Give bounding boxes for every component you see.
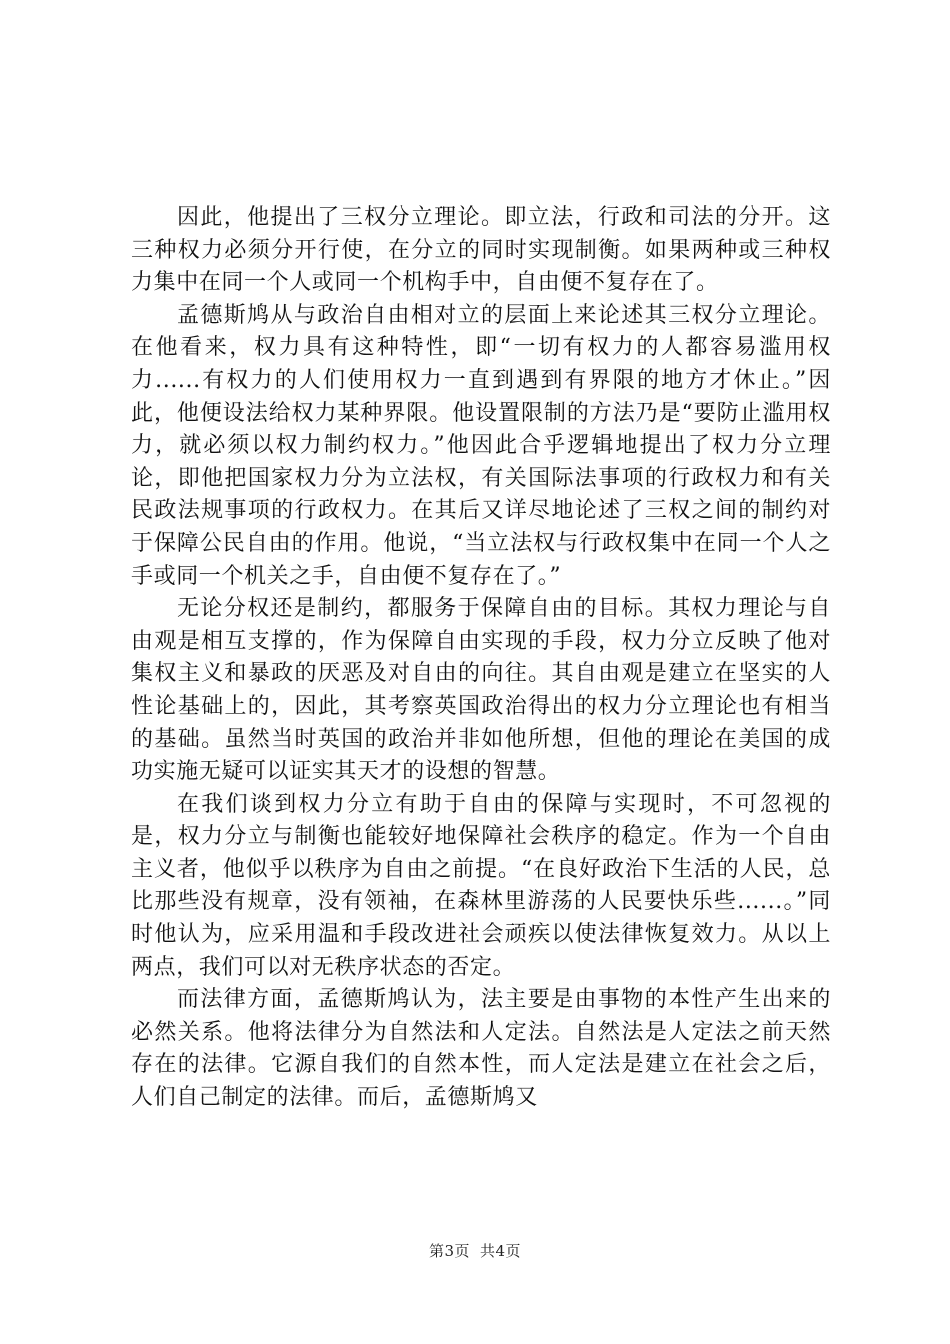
document-body <box>131 202 831 1115</box>
paragraph: 在我们谈到权力分立有助于自由的保障与实现时，不可忽视的是，权力分立与制衡也能较好地保障社会秩序的稳定。作为一个自由主义者，他似乎以秩序为自由之前提。“在良好政治下生活的人民，总比那些没有规章，没有领袖，在森林里游荡的人民要快乐些......。”同时他认为，应采用温和手段改进社会顽疾以使法律恢复效力。从以上两点，我们可以对无秩序状态的否定。 <box>131 791 831 980</box>
page-total: 共4页 <box>480 1242 522 1260</box>
paragraph: 孟德斯鸠从与政治自由相对立的层面上来论述其三权分立理论。在他看来，权力具有这种特性，即“一切有权力的人都容易滥用权力......有权力的人们使用权力一直到遇到有界限的地方才休止。”因此，他便设法给权力某种界限。他设置限制的方法乃是“要防止滥用权力，就必须以权力制约权力。”他因此合乎逻辑地提出了权力分立理论，即他把国家权力分为立法权，有关国际法事项的行政权力和有关民政法规事项的行政权力。在其后又详尽地论述了三权之间的制约对于保障公民自由的作用。他说，“当立法权与行政权集中在同一个人之手或同一个机关之手，自由便不复存在了。” <box>131 302 831 589</box>
paragraph: 而法律方面，孟德斯鸠认为，法主要是由事物的本性产生出来的必然关系。他将法律分为自然法和人定法。自然法是人定法之前天然存在的法律。它源自我们的自然本性，而人定法是建立在社会之后，人们自己制定的法律。而后，孟德斯鸠又 <box>131 987 831 1111</box>
page-footer <box>0 1240 950 1261</box>
page-number: 第3页 <box>428 1242 470 1260</box>
paragraph: 无论分权还是制约，都服务于保障自由的目标。其权力理论与自由观是相互支撑的，作为保障自由实现的手段，权力分立反映了他对集权主义和暴政的厌恶及对自由的向往。其自由观是建立在坚实的人性论基础上的，因此，其考察英国政治得出的权力分立理论也有相当的基础。虽然当时英国的政治并非如他所想，但他的理论在美国的成功实施无疑可以证实其天才的设想的智慧。 <box>131 596 831 785</box>
paragraph: 因此，他提出了三权分立理论。即立法，行政和司法的分开。这三种权力必须分开行使，在分立的同时实现制衡。如果两种或三种权力集中在同一个人或同一个机构手中，自由便不复存在了。 <box>131 205 831 296</box>
